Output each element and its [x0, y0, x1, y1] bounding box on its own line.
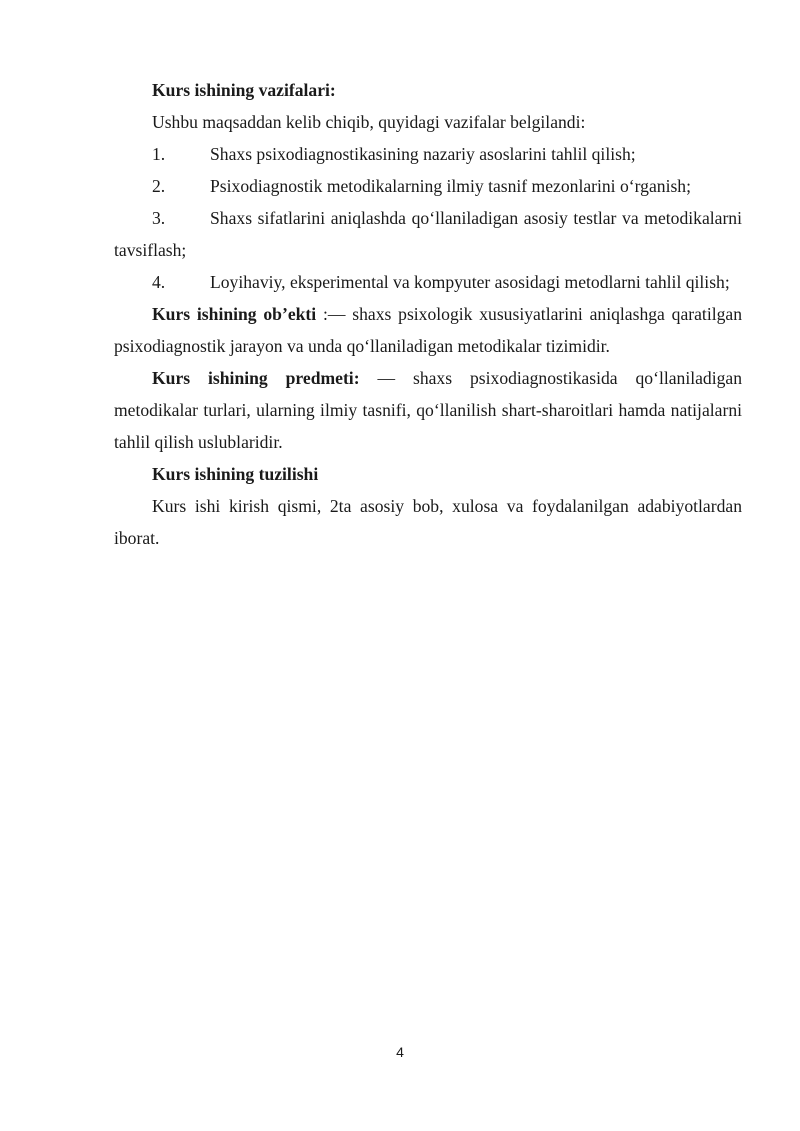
page-number: 4: [396, 1044, 404, 1060]
task-text: Shaxs sifatlarini aniqlashda qo‘llaniladigan asosiy testlar va metodikalarni tavsiflash;: [114, 208, 742, 260]
task-text: Psixodiagnostik metodikalarning ilmiy tasnif mezonlarini o‘rganish;: [210, 176, 691, 196]
task-item: [114, 138, 742, 170]
subject-label: Kurs ishining predmeti:: [152, 368, 360, 388]
page-body: [114, 74, 742, 554]
task-item: [114, 202, 742, 266]
task-number: 4.: [152, 272, 166, 292]
task-number: 2.: [152, 176, 166, 196]
tasks-heading: [114, 74, 742, 106]
task-item: [114, 170, 742, 202]
structure-heading-text: Kurs ishining tuzilishi: [152, 464, 319, 484]
task-item: [114, 266, 742, 298]
structure-paragraph: Kurs ishi kirish qismi, 2ta asosiy bob, xulosa va foydalanilgan adabiyotlardan iborat.: [114, 496, 742, 548]
object-text: :— shaxs psixologik xususiyatlarini aniqlashga qaratilgan psixodiagnostik jarayon va unda qo‘llaniladigan metodikalar tizimidir.: [114, 304, 742, 356]
object-paragraph: [114, 298, 742, 362]
task-text: Shaxs psixodiagnostikasining nazariy asoslarini tahlil qilish;: [210, 144, 636, 164]
task-number: 1.: [152, 144, 166, 164]
task-text: Loyihaviy, eksperimental va kompyuter asosidagi metodlarni tahlil qilish;: [210, 272, 730, 292]
subject-paragraph: [114, 362, 742, 458]
object-label: Kurs ishining ob’ekti: [152, 304, 317, 324]
tasks-intro: Ushbu maqsaddan kelib chiqib, quyidagi vazifalar belgilandi:: [152, 112, 586, 132]
task-number: 3.: [152, 208, 166, 228]
tasks-heading-text: Kurs ishining vazifalari:: [152, 80, 336, 100]
subject-text: — shaxs psixodiagnostikasida qo‘llaniladigan metodikalar turlari, ularning ilmiy tasnifi, qo‘llanilish shart-sharoitlari hamda natijalarni tahlil qilish uslublaridir.: [114, 368, 742, 452]
structure-heading: [114, 458, 742, 490]
